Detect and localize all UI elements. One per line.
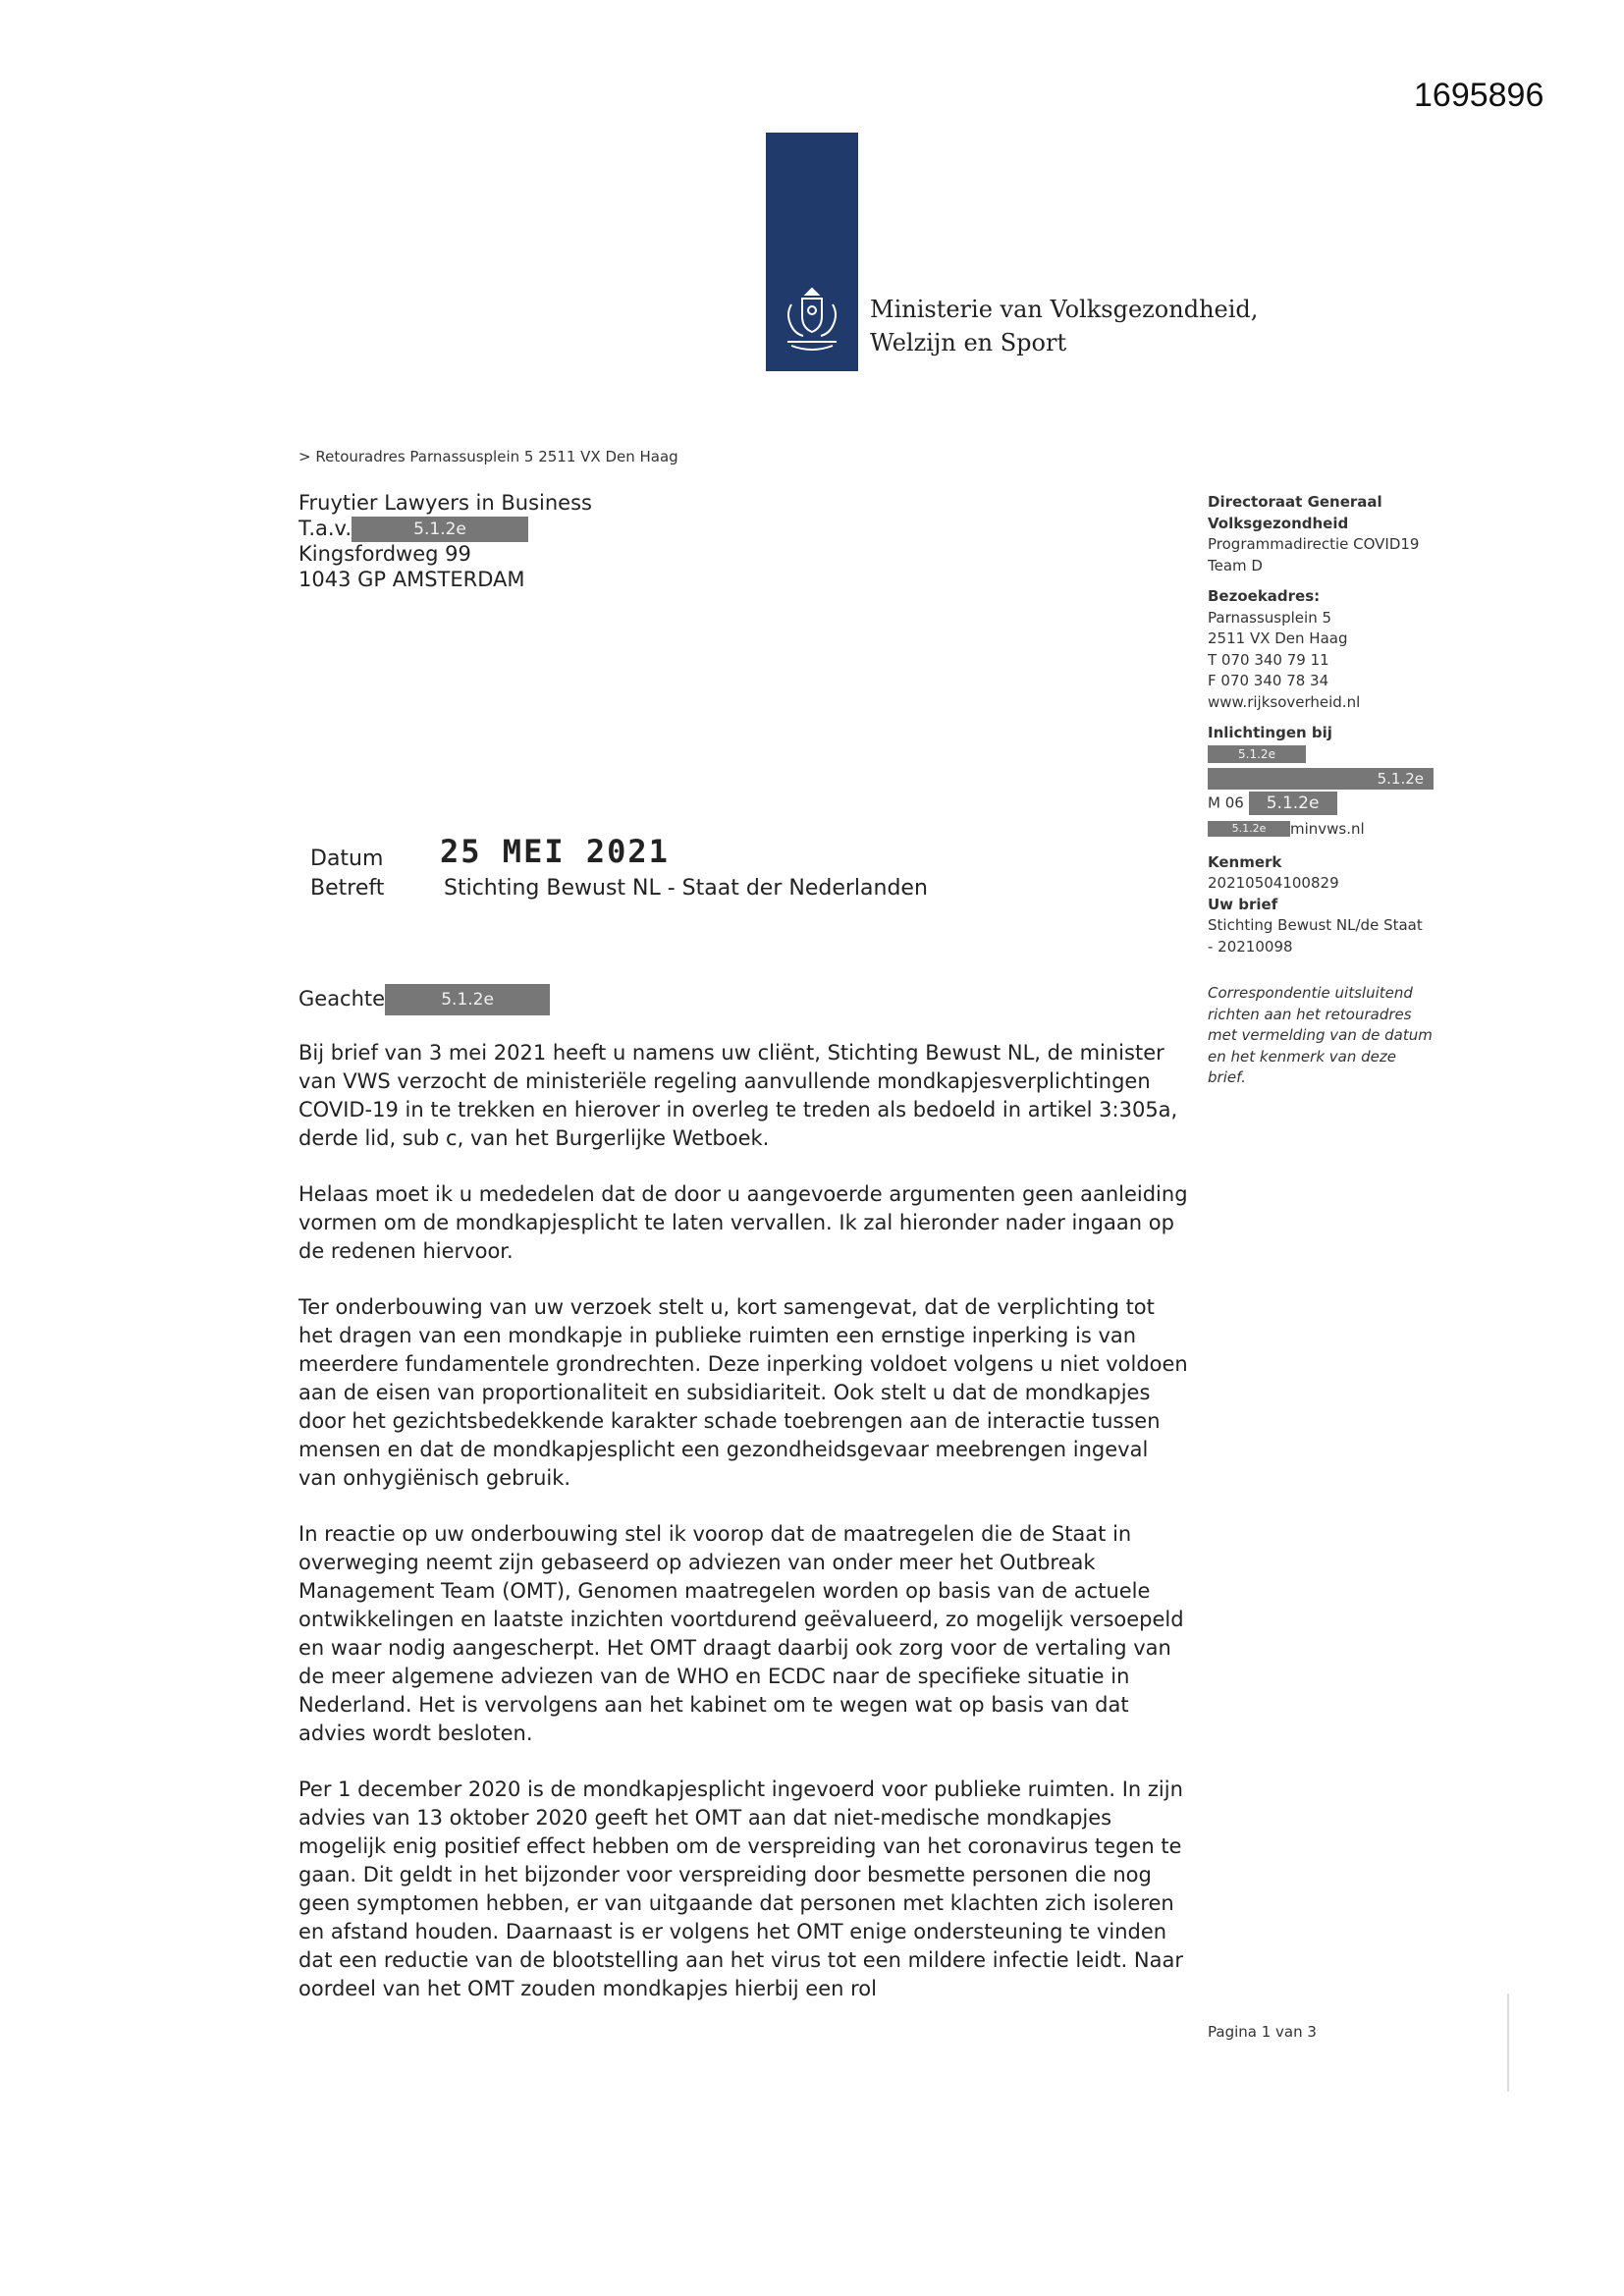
your-letter-value: Stichting Bewust NL/de Staat (1208, 916, 1423, 934)
info-heading: Inlichtingen bij (1208, 724, 1332, 741)
addressee-tav (298, 516, 592, 541)
reference-value: 20210504100829 (1208, 874, 1339, 892)
subject-label: Betreft (310, 876, 385, 901)
department-line: Team D (1208, 556, 1263, 574)
addressee-street: Kingsfordweg 99 (298, 542, 471, 566)
sender-sidebar (1208, 492, 1463, 1089)
margin-rule (1507, 1994, 1509, 2092)
letter-body (298, 1039, 1192, 2031)
correspondence-note: richten aan het retouradres (1208, 1005, 1412, 1023)
website: www.rijksoverheid.nl (1208, 692, 1361, 711)
visit-address-line: 2511 VX Den Haag (1208, 629, 1348, 647)
ministry-name (870, 293, 1258, 359)
date-stamp: 25 MEI 2021 (440, 833, 670, 870)
redaction-box: 5.1.2e (1208, 821, 1290, 837)
fax-number: F 070 340 78 34 (1208, 672, 1329, 689)
correspondence-note: Correspondentie uitsluitend (1208, 984, 1413, 1002)
salutation-text: Geachte (298, 987, 386, 1011)
document-id: 1695896 (1414, 77, 1544, 114)
salutation (298, 984, 550, 1015)
mobile-prefix: M 06 (1208, 793, 1244, 811)
body-paragraph: Ter onderbouwing van uw verzoek stelt u, kort samengevat, dat de verplichting tot het dragen van een mondkapje in publieke ruimten een ernstige inperking is van meerdere fundamentele grondrechten. Deze inperking voldoet volgens u niet voldoen aan de eisen van proportionaliteit en subsidiariteit. Ook stelt u dat de mondkapjes door het gezichtsbedekkende karakter schade toebrengen aan de interactie tussen mensen en dat de mondkapjesplicht een gezondheidsgevaar meebrengen ingeval van onhygiënisch gebruik. (298, 1295, 1188, 1490)
body-paragraph: Helaas moet ik u mededelen dat de door u aangevoerde argumenten geen aanleiding vormen om de mondkapjesplicht te laten vervallen. Ik zal hieronder nader ingaan op de redenen hiervoor. (298, 1182, 1188, 1263)
redaction-box: 5.1.2e (1208, 745, 1306, 763)
department-line: Programmadirectie COVID19 (1208, 535, 1420, 553)
redaction-box: 5.1.2e (385, 984, 550, 1015)
ministry-name-line2: Welzijn en Sport (870, 329, 1067, 356)
addressee-city: 1043 GP AMSTERDAM (298, 568, 525, 591)
department-line: Directoraat Generaal (1208, 493, 1382, 511)
your-letter-value: - 20210098 (1208, 937, 1293, 956)
correspondence-note: brief. (1208, 1068, 1246, 1086)
phone-number: T 070 340 79 11 (1208, 650, 1329, 669)
redaction-box: 5.1.2e (1249, 792, 1337, 815)
body-paragraph: Bij brief van 3 mei 2021 heeft u namens uw cliënt, Stichting Bewust NL, de minister van VWS verzocht de ministeriële regeling aanvullende mondkapjesverplichtingen COVID-19 in te trekken en hierover in overleg te treden als bedoeld in artikel 3:305a, derde lid, sub c, van het Burgerlijke Wetboek. (298, 1041, 1178, 1150)
addressee-name: Fruytier Lawyers in Business (298, 491, 592, 515)
body-paragraph: In reactie op uw onderbouwing stel ik voorop dat de maatregelen die de Staat in overweging neemt zijn gebaseerd op adviezen van onder meer het Outbreak Management Team (OMT), Genomen maatregelen worden op basis van de actuele ontwikkelingen en laatste inzichten voortdurend geëvalueerd, zo mogelijk versoepeld en waar nodig aangescherpt. Het OMT draagt daarbij ook zorg voor de vertaling van de meer algemene adviezen van de WHO en ECDC naar de specifieke situatie in Nederland. Het is vervolgens aan het kabinet om te wegen wat op basis van dat advies wordt besloten. (298, 1522, 1184, 1745)
subject-value: Stichting Bewust NL - Staat der Nederlanden (444, 876, 928, 901)
addressee-block (298, 490, 592, 592)
your-letter-heading: Uw brief (1208, 895, 1278, 913)
visit-address-heading: Bezoekadres: (1208, 587, 1321, 605)
redaction-box: 5.1.2e (352, 517, 528, 542)
department-line: Volksgezondheid (1208, 514, 1349, 532)
royal-coat-of-arms-icon (778, 283, 846, 361)
date-label: Datum (310, 847, 384, 871)
reference-heading: Kenmerk (1208, 852, 1282, 871)
page-number: Pagina 1 van 3 (1208, 2023, 1317, 2041)
email-domain: minvws.nl (1290, 819, 1365, 838)
tav-label: T.a.v. (298, 517, 352, 540)
body-paragraph: Per 1 december 2020 is de mondkapjesplicht ingevoerd voor publieke ruimten. In zijn advies van 13 oktober 2020 geeft het OMT aan dat niet-medische mondkapjes mogelijk enig positief effect hebben om de verspreiding van het coronavirus tegen te gaan. Dit geldt in het bijzonder voor verspreiding door besmette personen die nog geen symptomen hebben, er van uitgaande dat personen met klachten zich isoleren en afstand houden. Daarnaast is er volgens het OMT enige ondersteuning te vinden dat een reductie van de blootstelling aan het virus tot een mildere infectie leidt. Naar oordeel van het OMT zouden mondkapjes hierbij een rol (298, 1777, 1183, 2000)
visit-address-line: Parnassusplein 5 (1208, 608, 1332, 627)
return-address: > Retouradres Parnassusplein 5 2511 VX Den Haag (298, 448, 678, 465)
correspondence-note: met vermelding van de datum (1208, 1026, 1433, 1044)
ministry-name-line1: Ministerie van Volksgezondheid, (870, 296, 1259, 323)
correspondence-note: en het kenmerk van deze (1208, 1047, 1396, 1066)
redaction-box: 5.1.2e (1208, 768, 1434, 790)
